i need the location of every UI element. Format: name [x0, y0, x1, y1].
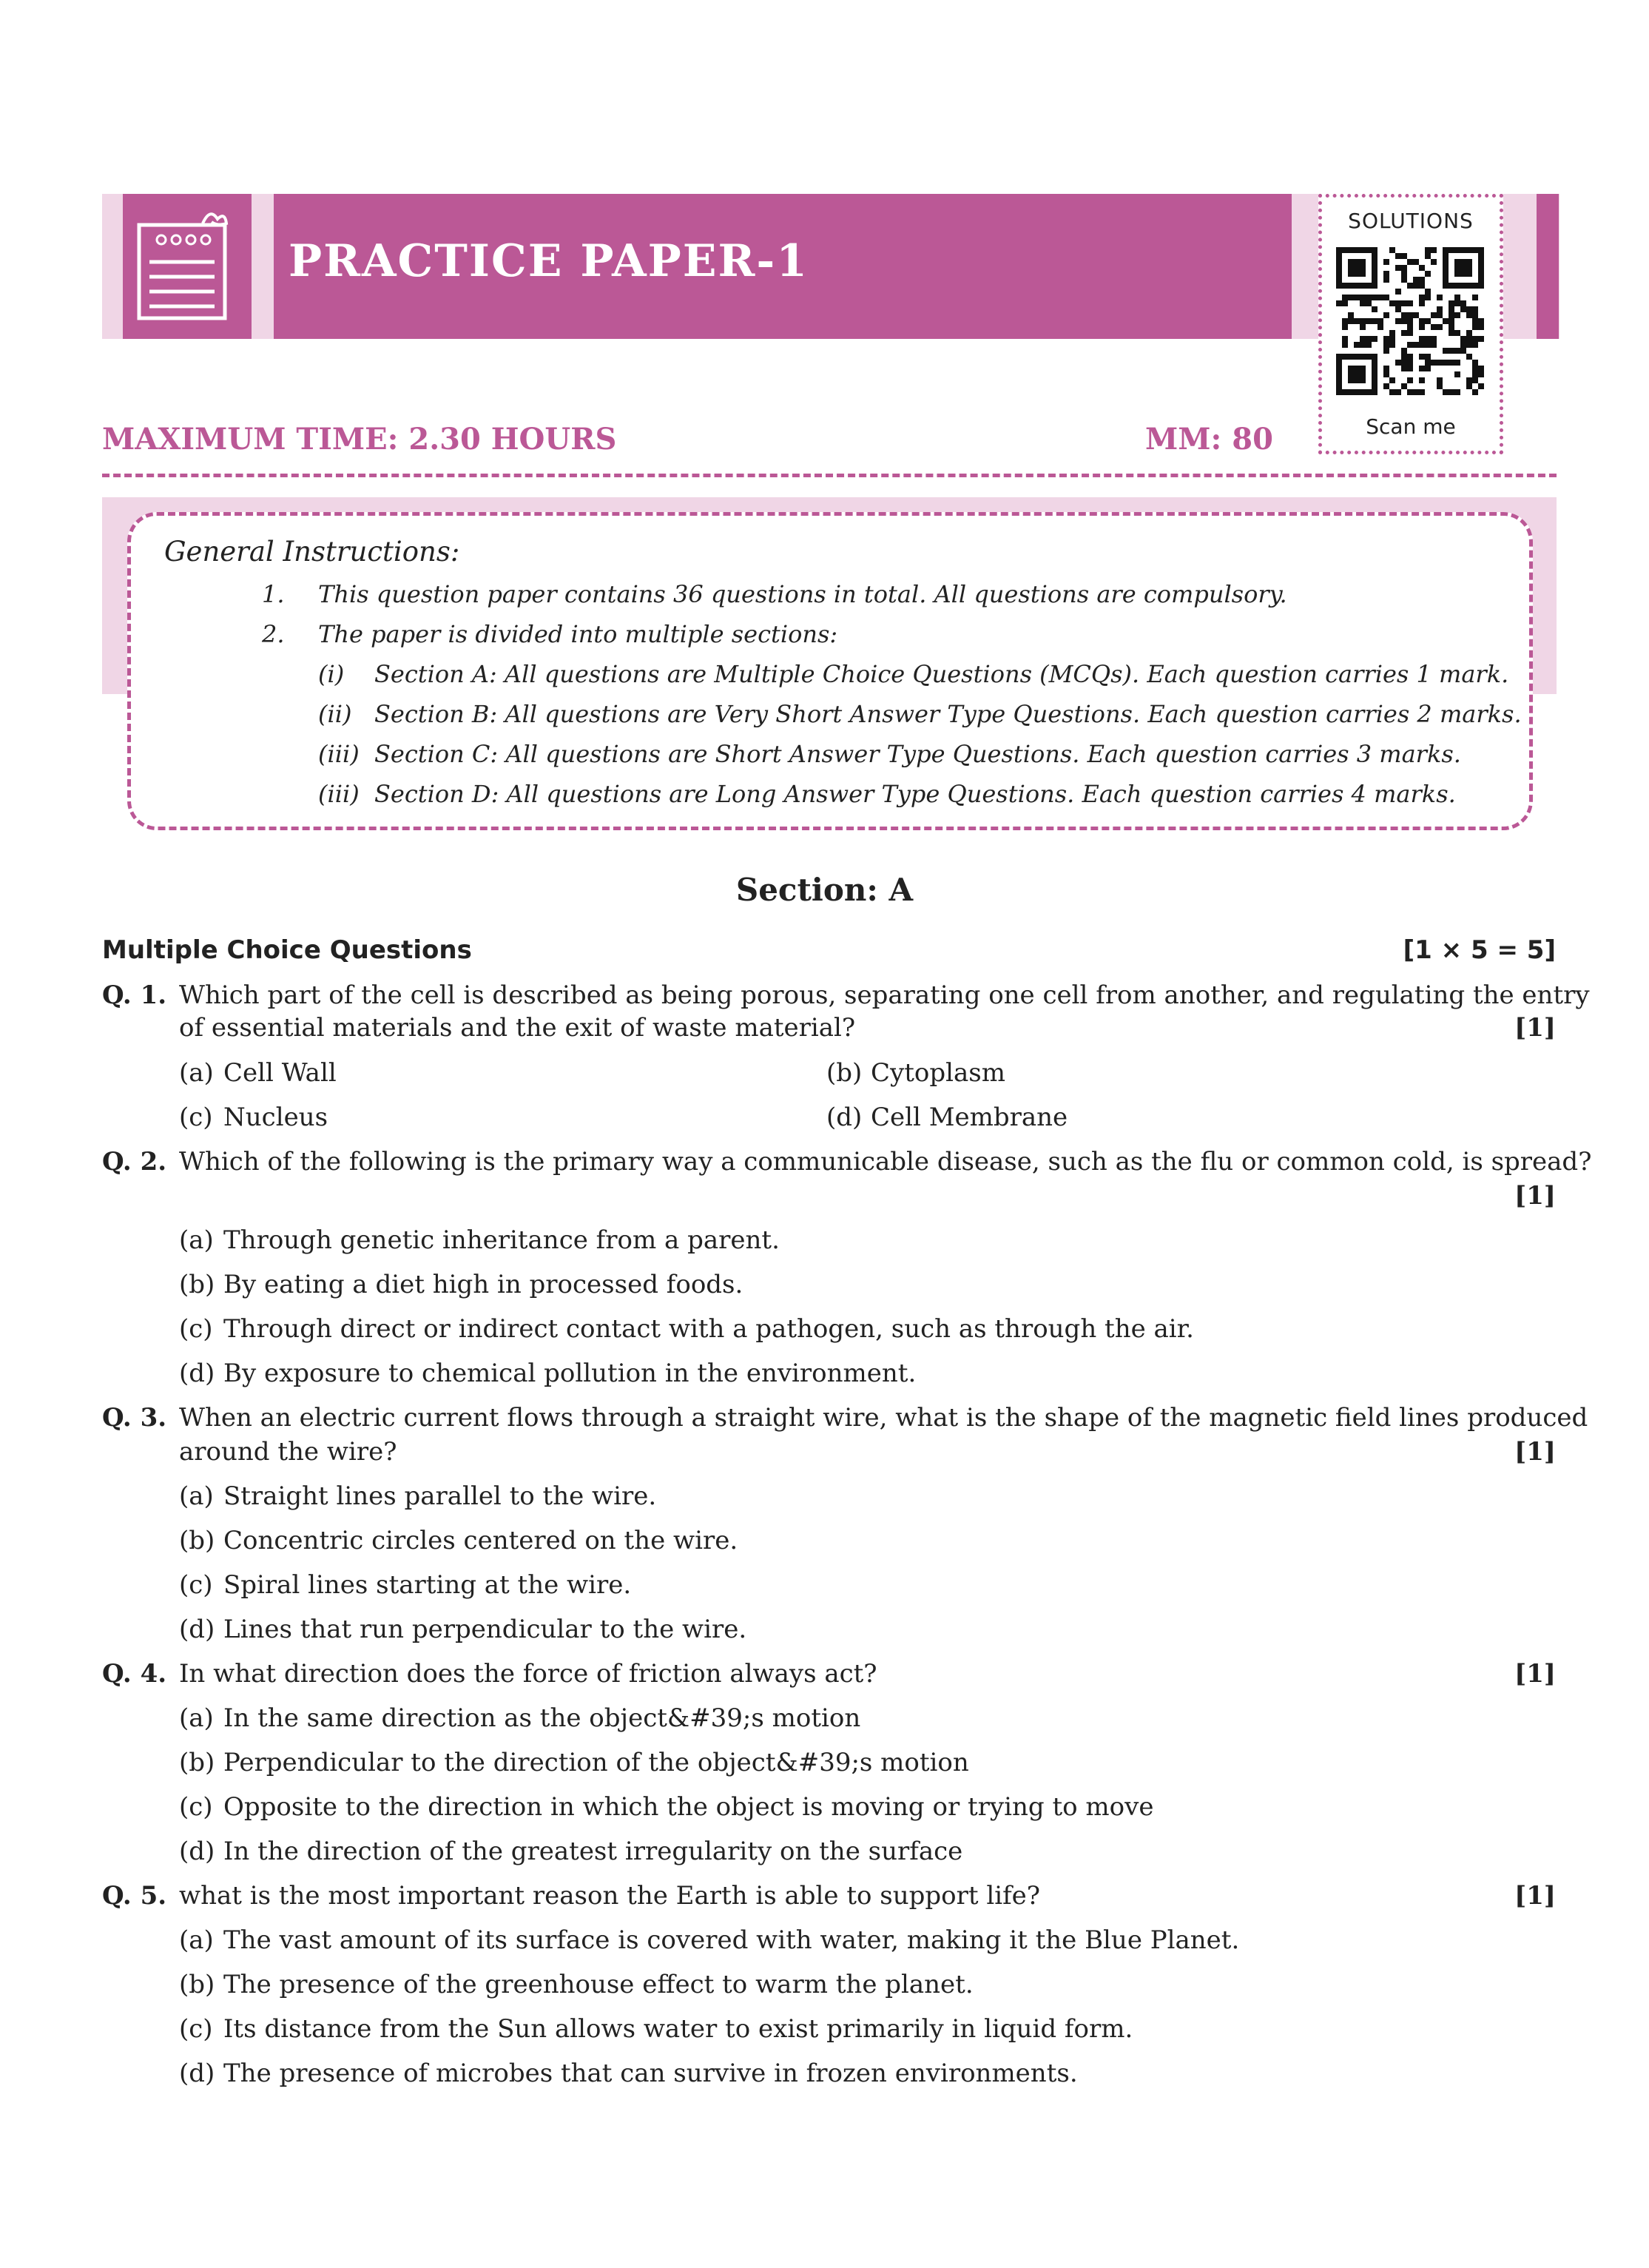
option-text: In the direction of the greatest irregularity on the surface [223, 1837, 963, 1866]
option-text: Straight lines parallel to the wire. [223, 1481, 657, 1511]
question-text: around the wire? [179, 1437, 397, 1467]
solutions-label: SOLUTIONS [1348, 209, 1474, 233]
section-marks: [1 × 5 = 5] [1403, 935, 1556, 965]
option-text: In the same direction as the object&#39;s motion [223, 1703, 861, 1733]
sub-instruction-text: Section C: All questions are Short Answer Type Questions. Each question carries 3 marks. [374, 740, 1461, 768]
question-text: When an electric current flows through a straight wire, what is the shape of the magnetic field lines produced [179, 1403, 1588, 1433]
option-label: (a) [179, 1058, 214, 1088]
question-text: Which of the following is the primary way a communicable disease, such as the flu or common cold, is spread? [179, 1147, 1592, 1177]
scan-me-label: Scan me [1366, 414, 1456, 439]
option-label: (b) [179, 1270, 215, 1299]
question-text: of essential materials and the exit of waste material? [179, 1013, 856, 1043]
question-text: what is the most important reason the Earth is able to support life? [179, 1881, 1041, 1911]
section-title: Section: A [735, 872, 914, 908]
sub-instruction-text: Section D: All questions are Long Answer Type Questions. Each question carries 4 marks. [374, 780, 1456, 808]
option-label: (a) [179, 1225, 214, 1255]
option-text: The vast amount of its surface is covered with water, making it the Blue Planet. [223, 1925, 1240, 1955]
instructions-heading: General Instructions: [164, 536, 460, 568]
option-text: Cell Membrane [871, 1103, 1068, 1132]
option-text: Lines that run perpendicular to the wire. [223, 1615, 747, 1644]
option-label: (d) [179, 1837, 215, 1866]
option-text: By exposure to chemical pollution in the environment. [223, 1359, 917, 1388]
question-number: Q. 1. [102, 980, 167, 1010]
sub-instruction-num: (i) [318, 660, 345, 688]
sub-instruction-num: (iii) [318, 780, 360, 808]
option-label: (c) [179, 1103, 213, 1132]
header-accent [1537, 194, 1559, 339]
sub-instruction-text: Section A: All questions are Multiple Choice Questions (MCQs). Each question carries 1 mark. [374, 660, 1509, 688]
option-label: (d) [179, 1615, 215, 1644]
question-mark: [1] [1514, 1659, 1556, 1689]
sub-instruction-num: (iii) [318, 740, 360, 768]
option-label: (a) [179, 1481, 214, 1511]
instruction-text: This question paper contains 36 questions in total. All questions are compulsory. [318, 580, 1287, 608]
qr-code-icon[interactable] [1336, 247, 1484, 395]
option-text: Concentric circles centered on the wire. [223, 1526, 738, 1555]
option-label: (a) [179, 1925, 214, 1955]
divider [102, 474, 1557, 477]
sub-instruction-num: (ii) [318, 700, 352, 728]
option-text: The presence of the greenhouse effect to warm the planet. [223, 1970, 974, 1999]
question-number: Q. 3. [102, 1403, 167, 1433]
instruction-num: 2. [262, 620, 285, 648]
question-text: In what direction does the force of friction always act? [179, 1659, 877, 1689]
question-mark: [1] [1514, 1181, 1556, 1211]
instruction-text: The paper is divided into multiple sections: [318, 620, 838, 648]
option-label: (d) [826, 1103, 863, 1132]
sub-instruction-text: Section B: All questions are Very Short Answer Type Questions. Each question carries 2 marks. [374, 700, 1522, 728]
option-text: Through genetic inheritance from a parent. [223, 1225, 780, 1255]
option-text: Perpendicular to the direction of the object&#39;s motion [223, 1748, 969, 1777]
paper-icon-box [123, 194, 252, 339]
option-label: (a) [179, 1703, 214, 1733]
question-number: Q. 4. [102, 1659, 167, 1689]
option-label: (d) [179, 2059, 215, 2088]
option-label: (b) [179, 1526, 215, 1555]
option-label: (d) [179, 1359, 215, 1388]
option-text: Opposite to the direction in which the object is moving or trying to move [223, 1792, 1154, 1822]
max-time: MAXIMUM TIME: 2.30 HOURS [102, 422, 617, 457]
section-subtitle: Multiple Choice Questions [102, 935, 472, 965]
option-label: (b) [179, 1748, 215, 1777]
option-text: Cytoplasm [871, 1058, 1005, 1088]
question-text: Which part of the cell is described as being porous, separating one cell from another, and regulating the entry [179, 980, 1590, 1010]
question-number: Q. 2. [102, 1147, 167, 1177]
option-label: (b) [826, 1058, 863, 1088]
question-number: Q. 5. [102, 1881, 167, 1911]
max-marks: MM: 80 [1145, 422, 1273, 457]
option-label: (c) [179, 2014, 213, 2044]
option-label: (c) [179, 1570, 213, 1600]
question-mark: [1] [1514, 1881, 1556, 1911]
question-mark: [1] [1514, 1437, 1556, 1467]
option-text: By eating a diet high in processed foods. [223, 1270, 743, 1299]
question-mark: [1] [1514, 1013, 1556, 1043]
option-label: (b) [179, 1970, 215, 1999]
question-paper-icon [123, 194, 252, 339]
option-label: (c) [179, 1314, 213, 1344]
option-text: Spiral lines starting at the wire. [223, 1570, 632, 1600]
option-text: Cell Wall [223, 1058, 337, 1088]
option-label: (c) [179, 1792, 213, 1822]
option-text: Its distance from the Sun allows water to exist primarily in liquid form. [223, 2014, 1133, 2044]
option-text: The presence of microbes that can survive in frozen environments. [223, 2059, 1078, 2088]
instruction-num: 1. [262, 580, 285, 608]
option-text: Through direct or indirect contact with a pathogen, such as through the air. [223, 1314, 1194, 1344]
option-text: Nucleus [223, 1103, 328, 1132]
page-title: PRACTICE PAPER-1 [289, 235, 809, 287]
